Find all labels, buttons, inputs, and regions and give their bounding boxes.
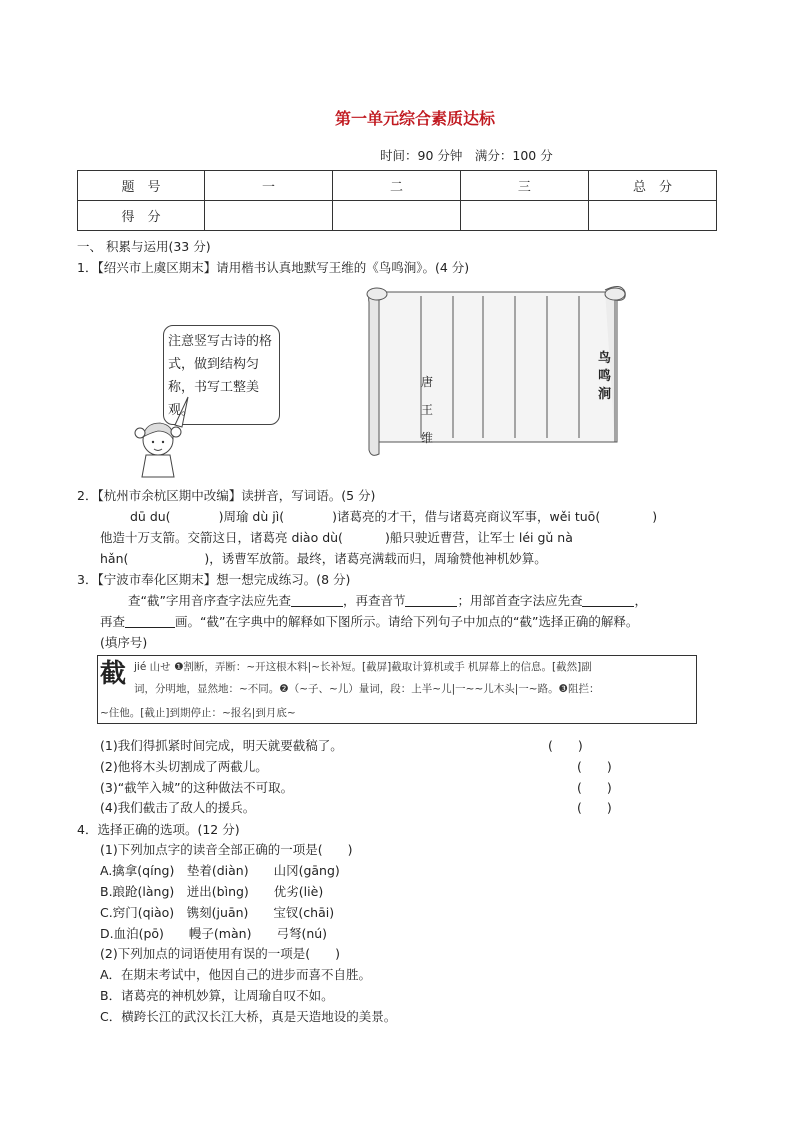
q2-line-2	[100, 528, 573, 546]
dictionary-entry	[97, 655, 697, 724]
q2-text: )周瑜 dù jì(	[218, 509, 285, 524]
q3-line-3: (填序号)	[100, 635, 148, 650]
q2-text: )	[652, 509, 658, 524]
q3-item: (1)我们得抓紧时间完成，明天就要截稿了。	[100, 738, 343, 753]
dict-line: 词，分明地，显然地：~不同。❷（~子、~儿）量词，段：上半~儿|一~~儿木头|一~路。❸阻拦：	[134, 683, 600, 695]
scroll-title-char: 涧	[598, 387, 612, 402]
q3-item: (2)他将木头切割成了两截儿。	[100, 759, 268, 774]
q2-text: )，诱曹军放箭。最终，诸葛亮满载而归，周瑜赞他神机妙算。	[204, 551, 547, 566]
option-a[interactable]: A．在期末考试中，他因自己的进步而喜不自胜。	[100, 967, 372, 982]
q3-text: 再查	[100, 614, 126, 629]
answer-paren[interactable]: ( )	[577, 800, 612, 815]
q3-text: 查“截”字用音序查字法应先查	[128, 593, 291, 608]
table-cell: 三	[460, 171, 588, 201]
pinyin: dū du(	[130, 509, 171, 524]
table-cell: 二	[333, 171, 461, 201]
option-b[interactable]: B．诸葛亮的神机妙算，让周瑜自叹不如。	[100, 988, 334, 1003]
q3-text: ，	[634, 593, 647, 608]
option-c[interactable]: C.窍门(qiào) 镌刻(juān) 宝钗(chāi)	[100, 905, 335, 920]
q3-line-2	[100, 612, 638, 630]
question-3: 3．【宁波市奉化区期末】想一想完成练习。(8 分)	[77, 572, 351, 587]
q3-text: ，再查音节	[342, 593, 406, 608]
q2-text: 他造十万支箭。交箭这日，诸葛亮	[100, 530, 288, 545]
option-a[interactable]: A.擒拿(qíng) 垫着(diàn) 山冈(gāng)	[100, 863, 340, 878]
score-input-2[interactable]	[333, 201, 461, 231]
q3-item: (3)“截竿入城”的这种做法不可取。	[100, 780, 294, 795]
question-1: 1．【绍兴市上虞区期末】请用楷书认真地默写王维的《鸟鸣涧》。(4 分)	[77, 260, 470, 275]
scroll-title-char: 鸣	[598, 369, 612, 384]
option-d[interactable]: D.血泊(pō) 幔子(màn) 弓弩(nú)	[100, 926, 328, 941]
q3-text: ；用部首查字法应先查	[457, 593, 583, 608]
answer-paren[interactable]: ( )	[577, 780, 612, 795]
pinyin: diào dù(	[291, 530, 343, 545]
scroll-author-char: 王	[421, 403, 434, 417]
table-cell: 一	[205, 171, 333, 201]
scroll-paper-icon	[365, 282, 630, 462]
score-input-3[interactable]	[460, 201, 588, 231]
question-2: 2．【杭州市余杭区期中改编】读拼音，写词语。(5 分)	[77, 488, 376, 503]
answer-paren[interactable]: ( )	[548, 738, 583, 753]
scroll-author-char: 维	[421, 431, 434, 445]
q2-text: )船只驶近曹营，让军士	[384, 530, 515, 545]
q3-line-1	[128, 591, 647, 609]
q3-item: (4)我们截击了敌人的援兵。	[100, 800, 256, 815]
answer-paren[interactable]: ( )	[577, 759, 612, 774]
option-b[interactable]: B.踉跄(làng) 迸出(bìng) 优劣(liè)	[100, 884, 324, 899]
option-c[interactable]: C．横跨长江的武汉长江大桥，真是天造地设的美景。	[100, 1009, 397, 1024]
dict-char: 截	[100, 659, 127, 689]
answer-blank[interactable]	[125, 615, 175, 628]
q2-line-1	[100, 507, 657, 525]
scroll-title	[598, 350, 611, 404]
table-row	[78, 201, 717, 231]
pinyin: hǎn(	[100, 551, 129, 566]
score-input-1[interactable]	[205, 201, 333, 231]
q4-sub-1: (1)下列加点字的读音全部正确的一项是( )	[100, 842, 353, 857]
pinyin: léi gǔ nà	[518, 530, 573, 545]
scroll-author	[421, 368, 433, 452]
table-cell: 得 分	[78, 201, 205, 231]
answer-blank[interactable]	[291, 594, 343, 607]
score-input-total[interactable]	[588, 201, 716, 231]
answer-blank[interactable]	[582, 594, 634, 607]
q2-line-3	[100, 549, 547, 567]
question-4: 4．选择正确的选项。(12 分)	[77, 822, 240, 837]
dict-line: jié 山せ ❶割断，弄断：~开这根木料|~长补短。[截屏]截取计算机或手 机屏幕上的信息。[截然]副	[134, 661, 592, 673]
table-row	[78, 171, 717, 201]
scroll-author-char: 唐	[421, 375, 434, 389]
page-title: 第一单元综合素质达标	[334, 109, 495, 128]
dict-line: ~住他。[截止]到期停止：~报名|到月底~	[100, 707, 296, 719]
q4-sub-2: (2)下列加点的词语使用有误的一项是( )	[100, 946, 340, 961]
table-cell: 题 号	[78, 171, 205, 201]
pinyin: wěi tuō(	[549, 509, 601, 524]
q3-text: 画。“截”在字典中的解释如下图所示。请给下列句子中加点的“截”选择正确的解释。	[175, 614, 639, 629]
time-info: 时间：90 分钟 满分：100 分	[380, 148, 553, 163]
answer-blank[interactable]	[405, 594, 457, 607]
score-table	[77, 170, 717, 231]
bubble-text: 注意竖写古诗的格式，做到结构匀称，书写工整美观。	[168, 334, 273, 418]
section-heading: 一、 积累与运用(33 分)	[77, 239, 211, 254]
table-cell: 总 分	[588, 171, 716, 201]
scroll-title-char: 鸟	[598, 351, 612, 366]
q2-text: )诸葛亮的才干，借与诸葛亮商议军事，	[332, 509, 550, 524]
